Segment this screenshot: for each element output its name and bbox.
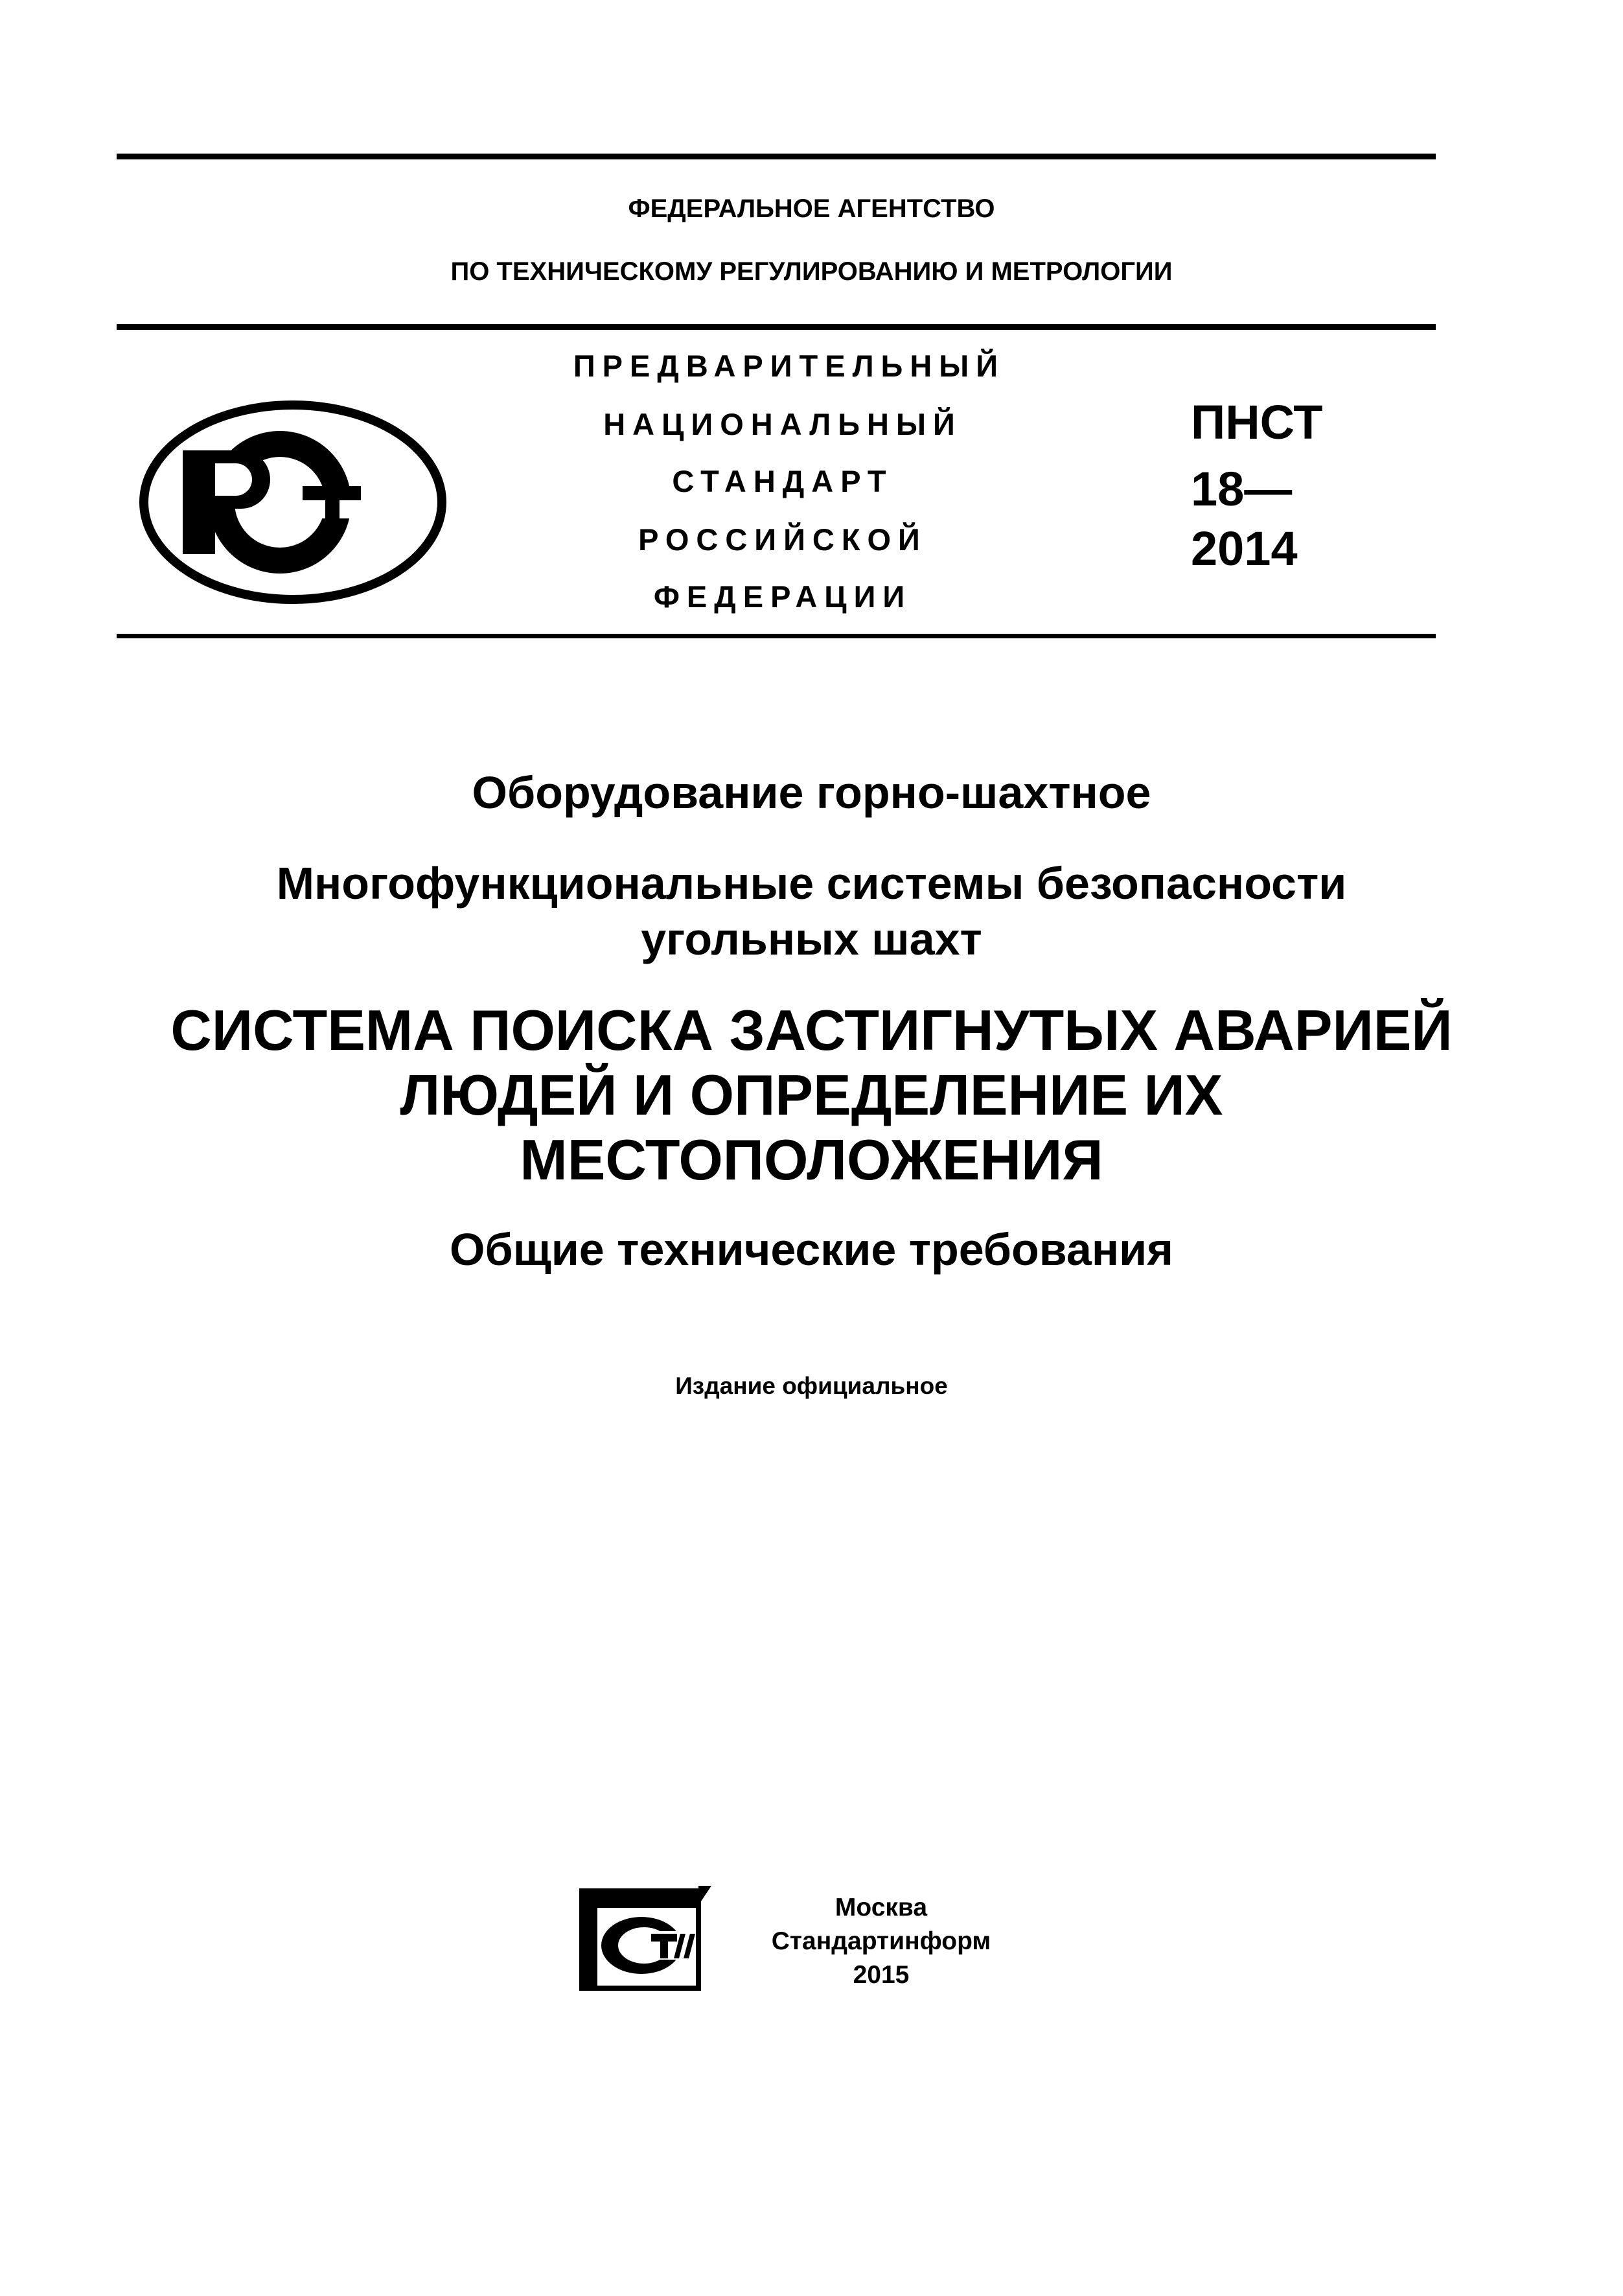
title-main-line-1: СИСТЕМА ПОИСКА ЗАСТИГНУТЫХ АВАРИЕЙ bbox=[170, 998, 1453, 1062]
imprint-city: Москва bbox=[835, 1894, 928, 1921]
standard-type-line-1: ПРЕДВАРИТЕЛЬНЫЙ bbox=[573, 349, 1006, 383]
standard-type-line-2: НАЦИОНАЛЬНЫЙ bbox=[603, 407, 962, 441]
agency-line-1: ФЕДЕРАЛЬНОЕ АГЕНТСТВО bbox=[628, 194, 995, 223]
imprint-publisher: Стандартинформ bbox=[771, 1927, 991, 1955]
edition-label: Издание официальное bbox=[675, 1373, 948, 1399]
imprint-year: 2015 bbox=[853, 1961, 910, 1989]
agency-line-2: ПО ТЕХНИЧЕСКОМУ РЕГУЛИРОВАНИЮ И МЕТРОЛОГИИ bbox=[450, 257, 1173, 286]
designation-prefix: ПНСТ bbox=[1191, 395, 1323, 449]
designation-rule bbox=[117, 634, 1436, 638]
header-rule bbox=[117, 324, 1436, 330]
title-subgroup-line-1: Многофункциональные системы безопасности bbox=[276, 858, 1347, 909]
gost-logo bbox=[137, 399, 448, 606]
standard-type-line-5: ФЕДЕРАЦИИ bbox=[653, 579, 912, 614]
title-subtitle: Общие технические требования bbox=[450, 1224, 1173, 1275]
title-subgroup-line-2: угольных шахт bbox=[641, 914, 982, 964]
title-main-line-3: МЕСТОПОЛОЖЕНИЯ bbox=[520, 1128, 1103, 1192]
designation-number: 18— bbox=[1191, 462, 1293, 516]
publisher-logo bbox=[577, 1886, 713, 1996]
title-main-line-2: ЛЮДЕЙ И ОПРЕДЕЛЕНИЕ ИХ bbox=[400, 1063, 1223, 1127]
standard-type-line-4: РОССИЙСКОЙ bbox=[638, 522, 927, 557]
designation-year: 2014 bbox=[1191, 522, 1298, 575]
standard-type-line-3: СТАНДАРТ bbox=[672, 464, 893, 498]
title-group: Оборудование горно-шахтное bbox=[472, 767, 1151, 818]
top-rule bbox=[117, 154, 1436, 159]
